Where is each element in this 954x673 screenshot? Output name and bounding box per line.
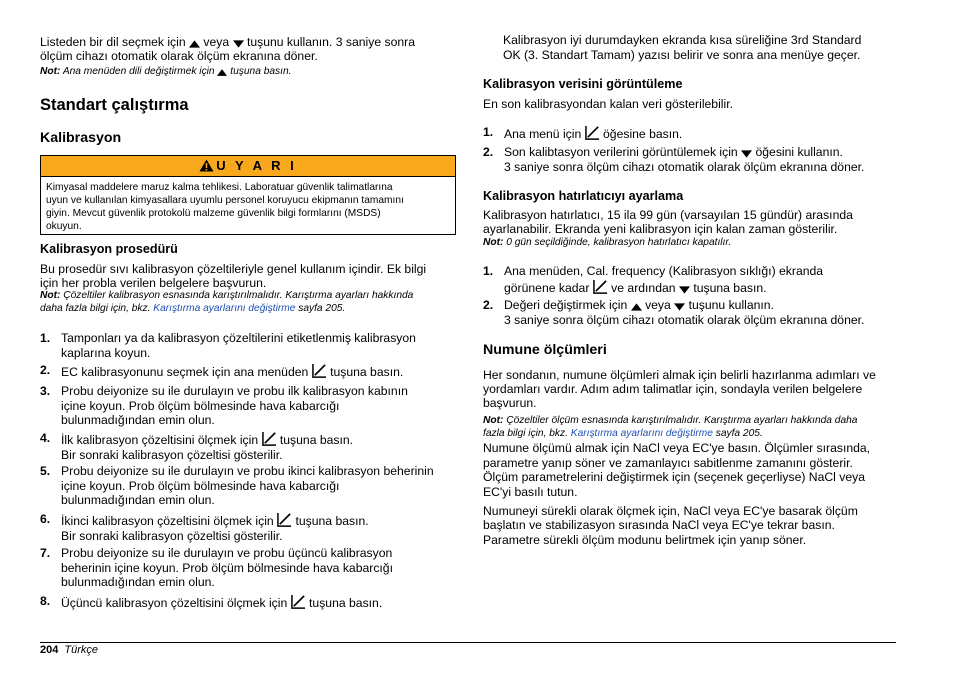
calibration-icon bbox=[291, 594, 306, 609]
note-reminder-off: Not: 0 gün seçildiğinde, kalibrasyon hatırlatıcı kapatılır. bbox=[483, 237, 732, 248]
note-stirring-line-1: Not: Çözeltiler kalibrasyon esnasında karıştırılmalıdır. Karıştırma ayarları hakkında bbox=[40, 290, 414, 301]
warning-line: okuyun. bbox=[46, 221, 82, 232]
page-footer bbox=[40, 643, 98, 657]
footer-divider bbox=[40, 642, 896, 643]
up-arrow-icon bbox=[189, 40, 200, 48]
down-arrow-icon bbox=[679, 286, 690, 294]
sample-measure-line: EC'yi basılı tutun. bbox=[483, 485, 578, 499]
calibration-ok-line-1: Kalibrasyon iyi durumdayken ekranda kısa süreliğine 3rd Standard bbox=[503, 33, 862, 47]
note-sample-stirring-line-1: Not: Çözeltiler ölçüm esnasında karıştırılmalıdır. Karıştırma ayarları hakkında daha bbox=[483, 415, 858, 426]
calibration-icon bbox=[312, 363, 327, 378]
down-arrow-icon bbox=[741, 150, 752, 158]
down-arrow-icon bbox=[674, 303, 685, 311]
page-number: 204 bbox=[40, 644, 59, 656]
view-data-text: En son kalibrasyondan kalan veri gösterilebilir. bbox=[483, 97, 733, 111]
down-arrow-icon bbox=[233, 40, 244, 48]
sample-measure-line: parametre yanıp söner ve zamanlayıcı sabitlenme zamanını gösterir. bbox=[483, 456, 853, 470]
heading-sample-measurements: Numune ölçümleri bbox=[483, 342, 607, 358]
note-sample-stirring-line-2: fazla bilgi için, bkz. Karıştırma ayarlarını değiştirme sayfa 205. bbox=[483, 428, 763, 439]
intro-line-1: Listeden bir dil seçmek için veya tuşunu kullanın. 3 saniye sonra bbox=[40, 35, 415, 49]
intro-line-2: ölçüm cihazı otomatik olarak ölçüm ekranına döner. bbox=[40, 49, 318, 63]
sample-measure-line: Ölçüm parametrelerini değiştirmek için (seçenek geçerliyse) NaCl veya bbox=[483, 470, 866, 484]
calibration-icon bbox=[277, 512, 292, 527]
warning-line: giyin. Mevcut güvenlik protokolü malzeme güvenlik bilgi formlarını (MSDS) bbox=[46, 208, 381, 219]
calibration-ok-line-2: OK (3. Standart Tamam) yazısı belirir ve sonra ana menüye geçer. bbox=[503, 48, 861, 62]
heading-calibration: Kalibrasyon bbox=[40, 130, 122, 146]
reminder-text-line-1: Kalibrasyon hatırlatıcı, 15 ila 99 gün (varsayılan 15 gündür) arasında bbox=[483, 208, 853, 222]
warning-text bbox=[41, 177, 455, 233]
heading-calibration-reminder: Kalibrasyon hatırlatıcıyı ayarlama bbox=[483, 189, 684, 203]
up-arrow-icon bbox=[631, 303, 642, 311]
note-stirring-line-2: daha fazla bilgi için, bkz. Karıştırma ayarlarını değiştirme sayfa 205. bbox=[40, 303, 346, 314]
continuous-measure-line: başlatın ve stabilizasyon sırasında NaCl veya EC'ye tekrar basın. bbox=[483, 518, 835, 532]
note-language: Not: Ana menüden dili değiştirmek için tuşuna basın. bbox=[40, 66, 292, 77]
sample-measure-line: Numune ölçümü almak için NaCl veya EC'ye basın. Ölçümler sırasında, bbox=[483, 441, 871, 455]
warning-box bbox=[40, 155, 456, 235]
warning-triangle-icon bbox=[199, 159, 214, 172]
footer-language: Türkçe bbox=[64, 644, 98, 656]
up-arrow-icon bbox=[217, 69, 227, 76]
procedure-text-line-1: Bu prosedür sıvı kalibrasyon çözeltileriyle genel kullanım içindir. Ek bilgi bbox=[40, 262, 427, 276]
calibration-icon bbox=[593, 279, 608, 294]
heading-view-calibration-data: Kalibrasyon verisini görüntüleme bbox=[483, 77, 683, 91]
calibration-icon bbox=[262, 431, 277, 446]
warning-line: Kimyasal maddelere maruz kalma tehlikesi. Laboratuar güvenlik talimatlarına bbox=[46, 182, 393, 193]
warning-line: uyun ve kullanılan kimyasallara uyumlu personel koruyucu ekipmanın tamamını bbox=[46, 195, 404, 206]
continuous-measure-line: Parametre sürekli ölçüm modunu belirtmek için yanıp söner. bbox=[483, 533, 807, 547]
continuous-measure-line: Numuneyi sürekli olarak ölçmek için, NaCl veya EC'ye basarak ölçüm bbox=[483, 504, 858, 518]
sample-text-line: Her sondanın, numune ölçümleri almak için belirli hazırlanma adımları ve bbox=[483, 368, 876, 382]
reminder-text-line-2: ayarlanabilir. Ekranda yeni kalibrasyon için kalan zaman gösterilir. bbox=[483, 222, 838, 236]
sample-text-line: yordamları vardır. Adım adım talimatlar için, sondayla verilen belgelere bbox=[483, 382, 863, 396]
warning-title: U Y A R I bbox=[216, 158, 297, 173]
link-stirring-settings[interactable]: Karıştırma ayarlarını değiştirme bbox=[570, 428, 713, 439]
procedure-text-line-2: için her probla verilen belgelere başvurun. bbox=[40, 276, 267, 290]
sample-text-line: başvurun. bbox=[483, 396, 537, 410]
calibration-icon bbox=[585, 125, 600, 140]
heading-standard-operation: Standart çalıştırma bbox=[40, 96, 189, 114]
heading-calibration-procedure: Kalibrasyon prosedürü bbox=[40, 242, 178, 256]
link-stirring-settings[interactable]: Karıştırma ayarlarını değiştirme bbox=[153, 303, 296, 314]
warning-header bbox=[41, 156, 455, 177]
